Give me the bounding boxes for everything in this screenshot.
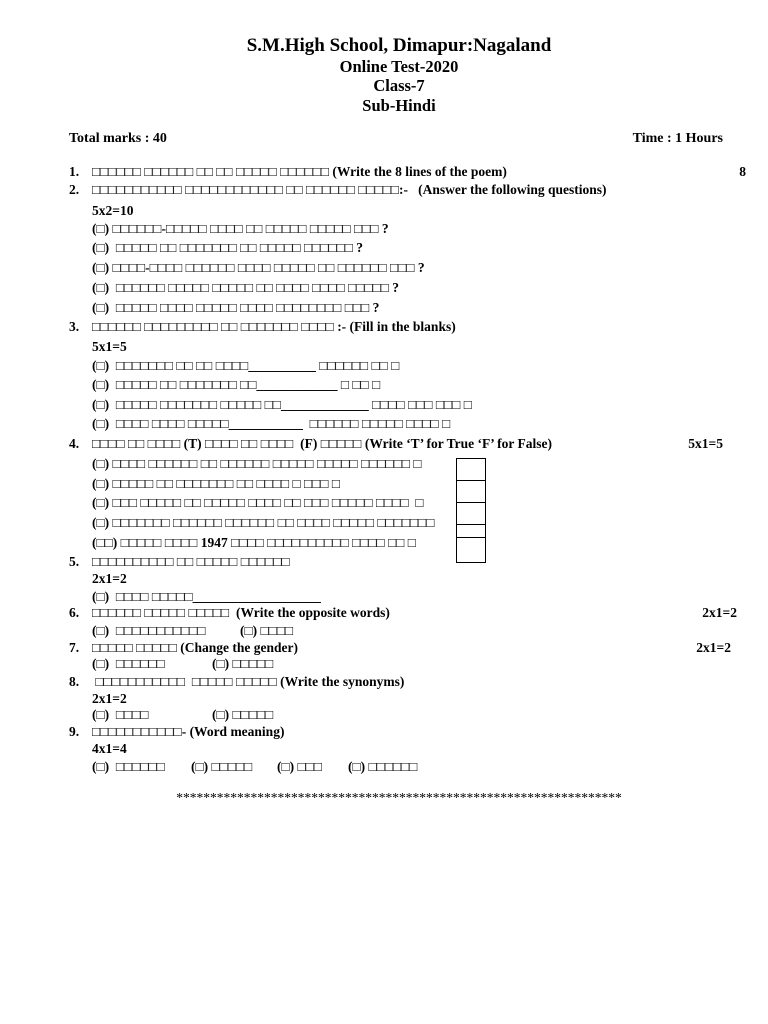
question-3-item: (□) □□□□□ □□□□□□□ □□□□□ □□_____________ □□□□ □□□ □□□ □ <box>92 397 472 412</box>
question-9-text: □□□□□□□□□□□- (Word meaning) <box>92 724 285 739</box>
question-6-marks: 2x1=2 <box>702 605 737 620</box>
question-number: 6. <box>69 605 80 620</box>
question-2-marks: 5x2=10 <box>92 203 134 218</box>
question-5-marks: 2x1=2 <box>92 571 127 586</box>
answer-box <box>456 502 486 526</box>
question-number: 7. <box>69 640 80 655</box>
question-9-item: (□) □□□□□□ <box>348 759 418 774</box>
question-2-text: □□□□□□□□□□□ □□□□□□□□□□□□ □□ □□□□□□ □□□□□:- (Answer the following questions) <box>92 182 607 197</box>
question-number: 1. <box>69 164 80 179</box>
question-3-item: (□) □□□□ □□□□ □□□□□___________ □□□□□□ □□□□□ □□□□ □ <box>92 416 451 431</box>
question-2-item: (□) □□□□□ □□□□ □□□□□ □□□□ □□□□□□□□ □□□ ? <box>92 300 380 315</box>
question-3-marks: 5x1=5 <box>92 339 127 354</box>
question-1-text: □□□□□□ □□□□□□ □□ □□ □□□□□ □□□□□□ (Write the 8 lines of the poem) <box>92 164 507 179</box>
question-8-item: (□) □□□□□ <box>212 707 274 722</box>
question-3-item: (□) □□□□□□□ □□ □□ □□□□__________ □□□□□□ □□ □ <box>92 358 400 373</box>
question-number: 9. <box>69 724 80 739</box>
question-2-item: (□) □□□□□□-□□□□□ □□□□ □□ □□□□□ □□□□□ □□□ ? <box>92 221 389 236</box>
total-marks: Total marks : 40 <box>69 131 167 146</box>
question-number: 3. <box>69 319 80 334</box>
school-name: S.M.High School, Dimapur:Nagaland <box>246 35 552 56</box>
question-8-item: (□) □□□□ <box>92 707 149 722</box>
question-number: 8. <box>69 674 80 689</box>
answer-box <box>456 480 486 504</box>
question-6-item: (□) □□□□□□□□□□□ <box>92 623 206 638</box>
answer-box <box>456 458 486 482</box>
question-5-item: (□) □□□□ □□□□□___________________ <box>92 589 321 604</box>
question-8-text: □□□□□□□□□□□ □□□□□ □□□□□ (Write the synonyms) <box>92 674 405 689</box>
question-7-item: (□) □□□□□ <box>212 656 274 671</box>
question-number: 5. <box>69 554 80 569</box>
answer-box <box>456 537 486 563</box>
question-9-item: (□) □□□ <box>277 759 322 774</box>
question-1-marks: 8 <box>739 164 746 179</box>
question-4-item: (□) □□□ □□□□□ □□ □□□□□ □□□□ □□ □□□ □□□□□ □□□□ □ <box>92 495 424 510</box>
class-label: Class-7 <box>373 76 425 95</box>
question-9-item: (□) □□□□□□ <box>92 759 165 774</box>
question-4-marks: 5x1=5 <box>688 436 723 451</box>
question-8-marks: 2x1=2 <box>92 691 127 706</box>
question-4-item: (□□) □□□□□ □□□□ 1947 □□□□ □□□□□□□□□□ □□□□ □□ □ <box>92 535 416 550</box>
question-4-item: (□) □□□□ □□□□□□ □□ □□□□□□ □□□□□ □□□□□ □□□□□□ □ <box>92 456 422 471</box>
question-number: 4. <box>69 436 80 451</box>
question-number: 2. <box>69 182 80 197</box>
question-4-text: □□□□ □□ □□□□ (T) □□□□ □□ □□□□ (F) □□□□□ (Write ‘T’ for True ‘F’ for False) <box>92 436 553 451</box>
time-allowed: Time : 1 Hours <box>632 131 723 146</box>
question-9-marks: 4x1=4 <box>92 741 127 756</box>
question-4-item: (□) □□□□□ □□ □□□□□□□ □□ □□□□ □ □□□ □ <box>92 476 340 491</box>
subject-label: Sub-Hindi <box>362 96 436 115</box>
question-7-marks: 2x1=2 <box>696 640 731 655</box>
question-9-item: (□) □□□□□ <box>191 759 253 774</box>
question-6-item: (□) □□□□ <box>240 623 294 638</box>
question-7-text: □□□□□ □□□□□ (Change the gender) <box>92 640 299 655</box>
test-title: Online Test-2020 <box>339 57 459 76</box>
question-7-item: (□) □□□□□□ <box>92 656 165 671</box>
footer-separator: ****************************************************************** <box>176 790 622 805</box>
question-4-item: (□) □□□□□□□ □□□□□□ □□□□□□ □□ □□□□ □□□□□ □□□□□□□ <box>92 515 435 530</box>
question-2-item: (□) □□□□-□□□□ □□□□□□ □□□□ □□□□□ □□ □□□□□□ □□□ ? <box>92 260 425 275</box>
question-6-text: □□□□□□ □□□□□ □□□□□ (Write the opposite words) <box>92 605 390 620</box>
question-3-text: □□□□□□ □□□□□□□□□ □□ □□□□□□□ □□□□ :- (Fill in the blanks) <box>92 319 456 334</box>
question-2-item: (□) □□□□□ □□ □□□□□□□ □□ □□□□□ □□□□□□ ? <box>92 240 364 255</box>
question-3-item: (□) □□□□□ □□ □□□□□□□ □□____________ □ □□ □ <box>92 377 381 392</box>
question-5-text: □□□□□□□□□□ □□ □□□□□ □□□□□□ <box>92 554 290 569</box>
question-2-item: (□) □□□□□□ □□□□□ □□□□□ □□ □□□□ □□□□ □□□□□ ? <box>92 280 400 295</box>
